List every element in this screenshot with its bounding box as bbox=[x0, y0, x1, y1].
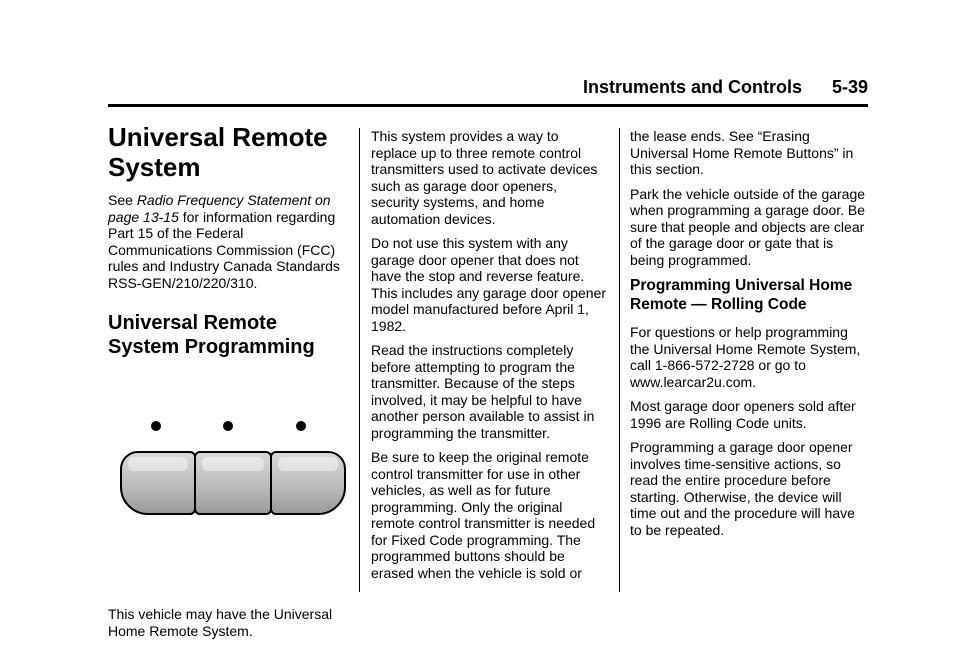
remote-button-2-icon bbox=[194, 451, 272, 515]
indicator-light-icon bbox=[296, 421, 306, 431]
column-2 bbox=[371, 128, 607, 589]
remote-buttons-illustration bbox=[108, 421, 348, 576]
paragraph: Programming a garage door opener involves time-sensitive actions, so read the entire procedure before starting. Otherwise, the device will time out and the procedure will have to be repeated. bbox=[630, 439, 855, 538]
cross-reference-link[interactable]: Radio Frequency Statement on page 13-15 bbox=[108, 192, 331, 225]
column-divider bbox=[619, 128, 620, 592]
paragraph: Park the vehicle outside of the garage when programming a garage door. Be sure that people and objects are clear of the garage door or gate that is being programmed. bbox=[630, 185, 866, 268]
paragraph: This system provides a way to replace up to three remote control transmitters used to activate devices such as garage door openers, security systems, and home automation devices. bbox=[371, 128, 598, 227]
subsection-heading: Programming Universal Home Remote — Rolling Code bbox=[630, 277, 853, 313]
see-prefix: See bbox=[108, 192, 137, 208]
column-1 bbox=[108, 122, 348, 647]
paragraph: Most garage door openers sold after 1996 are Rolling Code units. bbox=[630, 398, 856, 431]
page-number: 5-39 bbox=[831, 77, 868, 97]
illustration-caption: This vehicle may have the Universal Home Remote System. bbox=[108, 606, 333, 639]
paragraph: the lease ends. See “Erasing Universal Home Remote Buttons” in this section. bbox=[630, 128, 854, 177]
indicator-light-icon bbox=[223, 421, 233, 431]
remote-button-3-icon bbox=[270, 451, 346, 515]
paragraph: For questions or help programming the Universal Home Remote System, call 1-866-572-2728 or go to www.learcar2u.com. bbox=[630, 324, 861, 390]
see-paragraph bbox=[108, 192, 348, 291]
section-heading: Universal Remote System Programming bbox=[108, 312, 315, 358]
page-title: Universal Remote System bbox=[108, 122, 328, 182]
page-header bbox=[108, 76, 868, 107]
see-suffix: for information regarding Part 15 of the Federal Communications Commission (FCC) rules and Industry Canada Standards RSS-GEN/210/220/310. bbox=[108, 208, 340, 291]
indicator-light-icon bbox=[151, 421, 161, 431]
paragraph: Read the instructions completely before attempting to program the transmitter. Because of the steps involved, it may be helpful to have another person available to assist in programming the transmitter. bbox=[371, 342, 595, 441]
column-3 bbox=[630, 128, 870, 546]
paragraph: Do not use this system with any garage door opener that does not have the stop and reverse feature. This includes any garage door opener model manufactured before April 1, 1982. bbox=[371, 235, 607, 334]
paragraph: Be sure to keep the original remote control transmitter for use in other vehicles, as well as for future programming. Only the original remote control transmitter is needed for Fixed Code programming. The programmed buttons should be erased when the vehicle is sold or bbox=[371, 449, 596, 581]
section-title: Instruments and Controls bbox=[582, 77, 802, 97]
remote-button-1-icon bbox=[120, 451, 196, 515]
column-divider bbox=[359, 128, 360, 592]
